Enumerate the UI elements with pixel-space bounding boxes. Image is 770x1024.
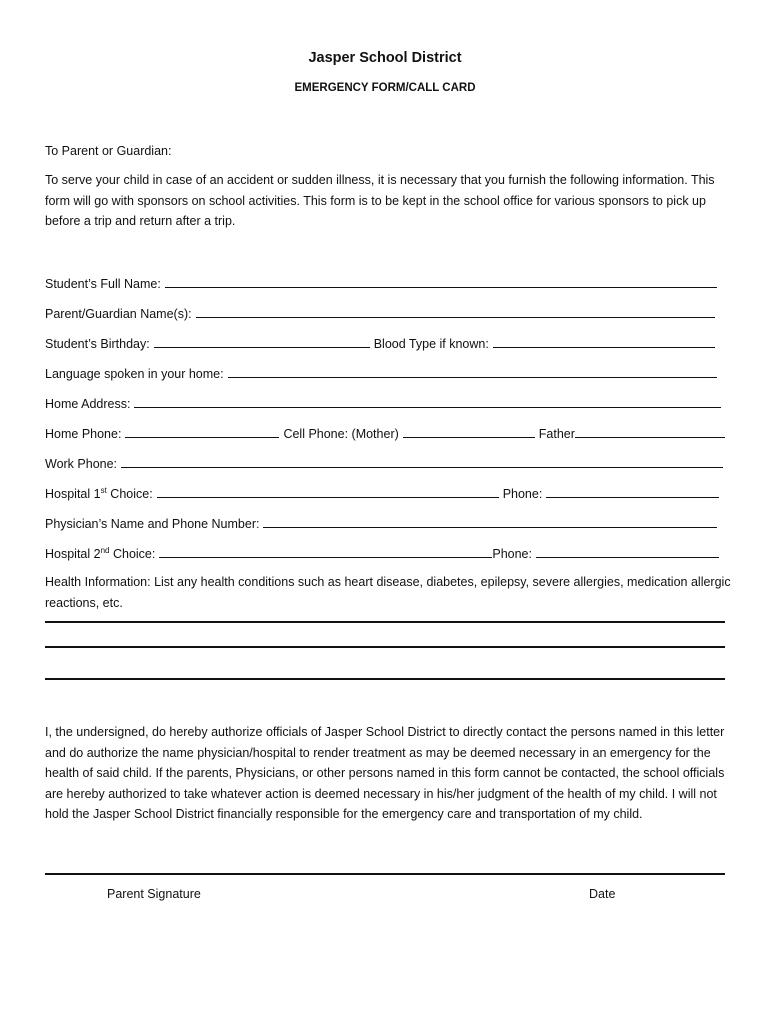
phones-row (45, 421, 725, 441)
student-name-field[interactable] (165, 287, 717, 288)
hospital-second-phone-label: Phone: (492, 547, 532, 561)
health-info-line-3[interactable] (45, 678, 725, 680)
work-phone-label: Work Phone: (45, 457, 118, 471)
home-phone-label: Home Phone: (45, 427, 122, 441)
blood-type-field[interactable] (493, 347, 715, 348)
birthday-row (45, 331, 725, 351)
cell-phone-mother-label: Cell Phone: (Mother) (283, 427, 399, 441)
guardian-names-field[interactable] (196, 317, 715, 318)
hospital-second-label: Hospital 2nd Choice: (45, 546, 156, 561)
physician-field[interactable] (263, 527, 717, 528)
hospital-second-row (45, 541, 725, 561)
authorization-paragraph: I, the undersigned, do hereby authorize officials of Jasper School District to directly contact the persons named in this letter and do authorize the name physician/hospital to render treatment as may be deemed necessary in an emergency for the health of said child. If the parents, Physicians, or other persons named in this form cannot be contacted, the school officials are hereby authorized to take whatever action is deemed necessary in his/her judgment of the health of my child. I will not hold the Jasper School District financially responsible for the emergency care and transportation of my child. (45, 725, 725, 821)
health-info-label: Health Information: List any health conditions such as heart disease, diabetes, epilepsy, severe allergies, medication allergic reactions, etc. (45, 575, 731, 610)
hospital-second-phone-field[interactable] (536, 557, 719, 558)
hospital-first-phone-field[interactable] (546, 497, 719, 498)
blood-type-label: Blood Type if known: (373, 337, 489, 351)
student-name-label: Student’s Full Name: (45, 277, 161, 291)
guardian-names-label: Parent/Guardian Name(s): (45, 307, 192, 321)
parent-signature-label: Parent Signature (107, 887, 201, 901)
birthday-field[interactable] (154, 347, 370, 348)
home-address-label: Home Address: (45, 397, 131, 411)
home-phone-field[interactable] (125, 437, 279, 438)
language-row (45, 361, 725, 381)
work-phone-field[interactable] (121, 467, 723, 468)
father-phone-field[interactable] (575, 437, 725, 438)
hospital-first-field[interactable] (157, 497, 499, 498)
date-label: Date (589, 887, 616, 901)
hospital-second-field[interactable] (159, 557, 492, 558)
home-address-field[interactable] (134, 407, 721, 408)
hospital-first-row (45, 481, 725, 501)
work-phone-row (45, 451, 725, 471)
physician-row (45, 511, 725, 531)
birthday-label: Student’s Birthday: (45, 337, 150, 351)
father-label: Father (538, 427, 575, 441)
form-title: Jasper School District (308, 50, 462, 66)
hospital-first-label: Hospital 1st Choice: (45, 486, 153, 501)
guardian-names-row (45, 301, 725, 321)
cell-phone-mother-field[interactable] (403, 437, 535, 438)
signature-line[interactable] (45, 873, 725, 875)
home-address-row (45, 391, 725, 411)
intro-paragraph: To serve your child in case of an accident or sudden illness, it is necessary that you furnish the following information. This form will go with sponsors on school activities. This form is to be kept in the school office for various sponsors to pick up before a trip and return after a trip. (45, 173, 715, 228)
language-label: Language spoken in your home: (45, 367, 224, 381)
form-subtitle: EMERGENCY FORM/CALL CARD (294, 82, 476, 94)
health-info-line-1[interactable] (45, 621, 725, 623)
hospital-first-phone-label: Phone: (502, 487, 543, 501)
student-name-row (45, 271, 725, 291)
health-info-line-2[interactable] (45, 646, 725, 648)
language-field[interactable] (228, 377, 717, 378)
physician-label: Physician’s Name and Phone Number: (45, 517, 260, 531)
greeting: To Parent or Guardian: (45, 144, 172, 158)
